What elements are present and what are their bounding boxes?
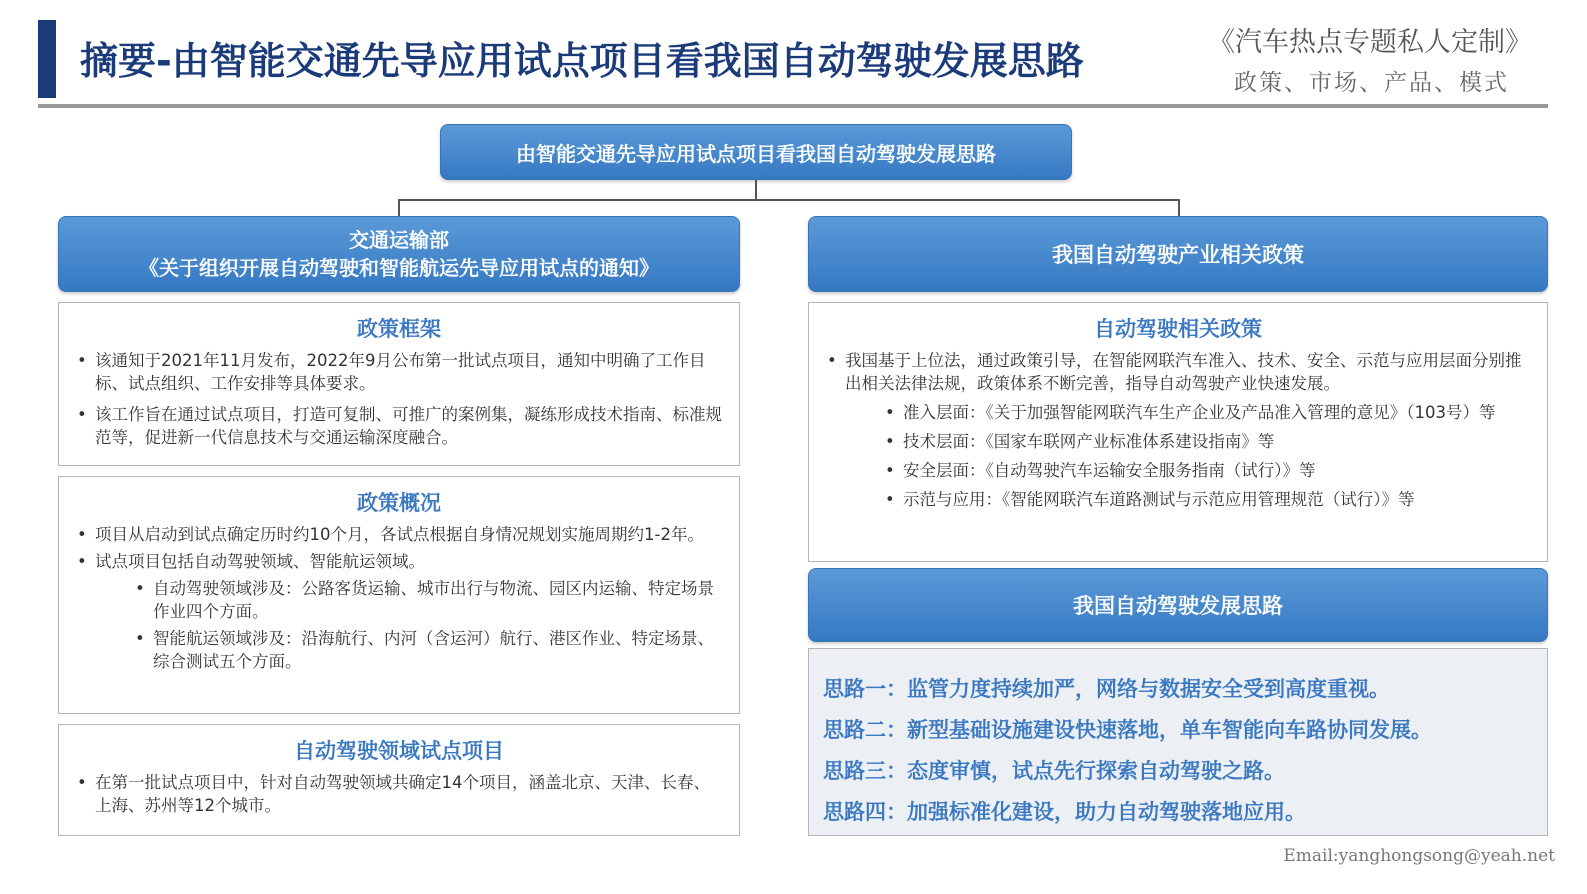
title-accent-bar bbox=[38, 20, 56, 98]
right-branch-label: 我国自动驾驶产业相关政策 bbox=[1052, 243, 1304, 267]
sub-list-item: • 安全层面：《自动驾驶汽车运输安全服务指南（试行）》等 bbox=[881, 459, 1533, 482]
left-branch-line2: 《关于组织开展自动驾驶和智能航运先导应用试点的通知》 bbox=[139, 256, 659, 280]
development-ideas-box bbox=[808, 648, 1548, 836]
policy-framework-box bbox=[58, 302, 740, 466]
pilot-projects-title: 自动驾驶领域试点项目 bbox=[294, 739, 504, 763]
page-title: 摘要-由智能交通先导应用试点项目看我国自动驾驶发展思路 bbox=[80, 39, 1084, 83]
policy-overview-box bbox=[58, 476, 740, 714]
root-node-label: 由智能交通先导应用试点项目看我国自动驾驶发展思路 bbox=[516, 141, 996, 166]
policy-framework-title: 政策框架 bbox=[357, 317, 441, 341]
right-branch-header bbox=[808, 216, 1548, 292]
connector-horizontal bbox=[398, 199, 1180, 201]
sub-list-item: • 示范与应用：《智能网联汽车道路测试与示范应用管理规范（试行）》等 bbox=[881, 488, 1533, 511]
series-title: 《汽车热点专题私人定制》 bbox=[1208, 27, 1532, 58]
idea-item-1: 思路一：监管力度持续加严，网络与数据安全受到高度重视。 bbox=[823, 677, 1390, 701]
root-node bbox=[440, 124, 1072, 180]
autonomous-policy-box bbox=[808, 302, 1548, 562]
footer-email: Email:yanghongsong@yeah.net bbox=[1283, 846, 1555, 866]
list-item: • 该通知于2021年11月发布，2022年9月公布第一批试点项目，通知中明确了工作目标、试点组织、工作安排等具体要求。 bbox=[73, 349, 725, 395]
sub-list-item: • 智能航运领域涉及：沿海航行、内河（含运河）航行、港区作业、特定场景、综合测试五个方面。 bbox=[131, 627, 725, 673]
connector-root-stem bbox=[755, 180, 757, 200]
left-branch-line1: 交通运输部 bbox=[349, 228, 449, 252]
list-item: • 我国基于上位法，通过政策引导，在智能网联汽车准入、技术、安全、示范与应用层面分别推出相关法律法规，政策体系不断完善，指导自动驾驶产业快速发展。 bbox=[823, 349, 1533, 395]
left-branch-header bbox=[58, 216, 740, 292]
list-item: • 项目从启动到试点确定历时约10个月，各试点根据自身情况规划实施周期约1-2年。 bbox=[73, 523, 725, 546]
list-item: • 在第一批试点项目中，针对自动驾驶领域共确定14个项目，涵盖北京、天津、长春、上海、苏州等12个城市。 bbox=[73, 771, 725, 817]
idea-item-2: 思路二：新型基础设施建设快速落地，单车智能向车路协同发展。 bbox=[823, 718, 1432, 742]
title-divider bbox=[38, 104, 1548, 108]
autonomous-policy-title: 自动驾驶相关政策 bbox=[1094, 317, 1262, 341]
idea-item-3: 思路三：态度审慎，试点先行探索自动驾驶之路。 bbox=[823, 759, 1285, 783]
connector-left-drop bbox=[398, 199, 400, 217]
list-item: • 该工作旨在通过试点项目，打造可复制、可推广的案例集，凝练形成技术指南、标准规范等，促进新一代信息技术与交通运输深度融合。 bbox=[73, 403, 725, 449]
pilot-projects-box bbox=[58, 724, 740, 836]
development-ideas-header bbox=[808, 568, 1548, 642]
idea-item-4: 思路四：加强标准化建设，助力自动驾驶落地应用。 bbox=[823, 800, 1306, 824]
list-item: • 试点项目包括自动驾驶领域、智能航运领域。 bbox=[73, 550, 725, 573]
sub-list-item: • 技术层面：《国家车联网产业标准体系建设指南》等 bbox=[881, 430, 1533, 453]
development-ideas-label: 我国自动驾驶发展思路 bbox=[1073, 594, 1283, 618]
connector-right-drop bbox=[1178, 199, 1180, 217]
series-subtitle: 政策、市场、产品、模式 bbox=[1234, 70, 1509, 96]
sub-list-item: • 自动驾驶领域涉及：公路客货运输、城市出行与物流、园区内运输、特定场景作业四个方面。 bbox=[131, 577, 725, 623]
sub-list-item: • 准入层面：《关于加强智能网联汽车生产企业及产品准入管理的意见》（103号）等 bbox=[881, 401, 1533, 424]
policy-overview-title: 政策概况 bbox=[357, 491, 441, 515]
